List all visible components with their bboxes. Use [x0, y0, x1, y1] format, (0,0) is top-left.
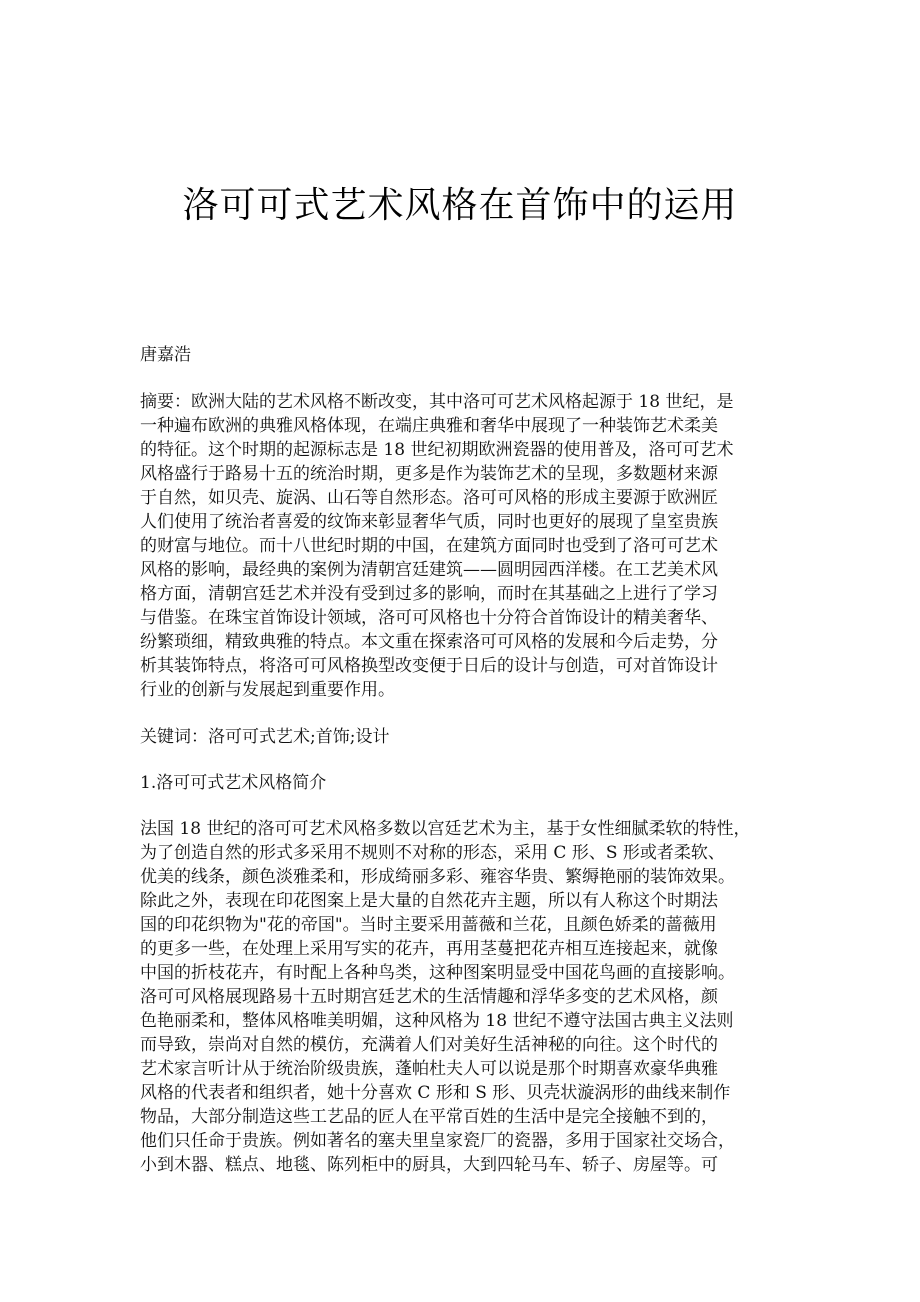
body-line: 风格的代表者和组织者，她十分喜欢 C 形和 S 形、贝壳状漩涡形的曲线来制作: [140, 1083, 731, 1103]
document-title: 洛可可式艺术风格在首饰中的运用: [182, 185, 738, 226]
abstract-paragraph: [140, 390, 800, 702]
body-line: 色艳丽柔和，整体风格唯美明媚，这种风格为 18 世纪不遵守法国古典主义法则: [140, 1011, 734, 1031]
abstract-line: 风格盛行于路易十五的统治时期，更多是作为装饰艺术的呈现，多数题材来源: [140, 464, 718, 484]
abstract-line: 析其装饰特点，将洛可可风格换型改变便于日后的设计与创造，可对首饰设计: [140, 656, 718, 676]
body-line: 的更多一些，在处理上采用写实的花卉，再用茎蔓把花卉相互连接起来，就像: [140, 939, 718, 959]
body-paragraph: [140, 817, 800, 1177]
abstract-line: 的财富与地位。而十八世纪时期的中国，在建筑方面同时也受到了洛可可艺术: [140, 536, 718, 556]
abstract-line: 的特征。这个时期的起源标志是 18 世纪初期欧洲瓷器的使用普及，洛可可艺术: [140, 440, 734, 460]
author-name: 唐嘉浩: [140, 345, 191, 365]
abstract-line: 与借鉴。在珠宝首饰设计领域，洛可可风格也十分符合首饰设计的精美奢华、: [140, 608, 718, 628]
body-line: 他们只任命于贵族。例如著名的塞夫里皇家瓷厂的瓷器，多用于国家社交场合，: [140, 1131, 735, 1151]
abstract-line: 风格的影响，最经典的案例为清朝宫廷建筑——圆明园西洋楼。在工艺美术风: [140, 560, 718, 580]
body-line: 物品，大部分制造这些工艺品的匠人在平常百姓的生活中是完全接触不到的，: [140, 1107, 718, 1127]
abstract-line: 纷繁琐细，精致典雅的特点。本文重在探索洛可可风格的发展和今后走势，分: [140, 632, 718, 652]
body-line: 中国的折枝花卉，有时配上各种鸟类，这种图案明显受中国花鸟画的直接影响。: [140, 963, 735, 983]
abstract-line: 行业的创新与发展起到重要作用。: [140, 680, 395, 700]
body-line: 艺术家言听计从于统治阶级贵族，蓬帕杜夫人可以说是那个时期喜欢豪华典雅: [140, 1059, 718, 1079]
body-line: 为了创造自然的形式多采用不规则不对称的形态，采用 C 形、S 形或者柔软、: [140, 843, 725, 863]
abstract-line: 于自然，如贝壳、旋涡、山石等自然形态。洛可可风格的形成主要源于欧洲匠: [140, 488, 718, 508]
body-line: 法国 18 世纪的洛可可艺术风格多数以宫廷艺术为主，基于女性细腻柔软的特性，: [140, 819, 751, 839]
body-line: 而导致，崇尚对自然的模仿，充满着人们对美好生活神秘的向往。这个时代的: [140, 1035, 718, 1055]
keywords-line: 关键词：洛可可式艺术;首饰;设计: [140, 727, 390, 747]
abstract-line: 一种遍布欧洲的典雅风格体现，在端庄典雅和奢华中展现了一种装饰艺术柔美: [140, 416, 718, 436]
section-heading: 1.洛可可式艺术风格简介: [140, 773, 327, 793]
abstract-line: 人们使用了统治者喜爱的纹饰来彰显奢华气质，同时也更好的展现了皇室贵族: [140, 512, 718, 532]
body-line: 除此之外，表现在印花图案上是大量的自然花卉主题，所以有人称这个时期法: [140, 891, 718, 911]
body-line: 小到木器、糕点、地毯、陈列柜中的厨具，大到四轮马车、轿子、房屋等。可: [140, 1155, 718, 1175]
body-line: 优美的线条，颜色淡雅柔和，形成绮丽多彩、雍容华贵、繁缛艳丽的装饰效果。: [140, 867, 735, 887]
body-line: 国的印花织物为"花的帝国"。当时主要采用蔷薇和兰花，且颜色娇柔的蔷薇用: [140, 915, 717, 935]
body-line: 洛可可风格展现路易十五时期宫廷艺术的生活情趣和浮华多变的艺术风格，颜: [140, 987, 718, 1007]
abstract-line: 格方面，清朝宫廷艺术并没有受到过多的影响，而时在其基础之上进行了学习: [140, 584, 718, 604]
abstract-line: 摘要：欧洲大陆的艺术风格不断改变，其中洛可可艺术风格起源于 18 世纪，是: [140, 392, 734, 412]
